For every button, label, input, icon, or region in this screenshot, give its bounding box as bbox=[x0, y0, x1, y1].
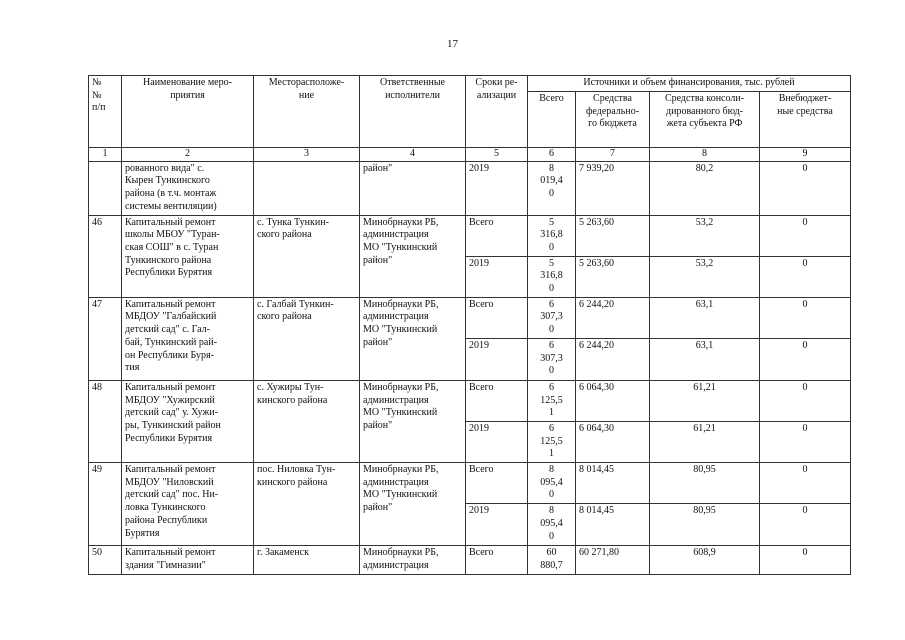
table-row bbox=[89, 297, 851, 338]
cell-period: 2019 bbox=[466, 338, 528, 380]
cell-total: 8 019,4 0 bbox=[528, 161, 576, 215]
cell-num bbox=[89, 161, 122, 215]
cell-extra: 0 bbox=[760, 297, 851, 338]
cell-name: Капитальный ремонт МБДОУ "Галбайский детский сад" с. Гал- бай, Тункинский рай- он Республики Буря- тия bbox=[122, 297, 254, 380]
cell-extra: 0 bbox=[760, 215, 851, 256]
table-row bbox=[89, 380, 851, 421]
cell-federal: 6 064,30 bbox=[576, 421, 650, 462]
cell-location: с. Хужиры Тун- кинского района bbox=[254, 380, 360, 462]
cell-consolidated: 608,9 bbox=[650, 546, 760, 574]
column-number: 1 bbox=[89, 148, 122, 162]
cell-location: с. Галбай Тункин- ского района bbox=[254, 297, 360, 380]
cell-total: 60 880,7 bbox=[528, 546, 576, 574]
table-row bbox=[89, 161, 851, 215]
column-number: 3 bbox=[254, 148, 360, 162]
table-body bbox=[89, 161, 851, 574]
cell-name: рованного вида" с. Кырен Тункинского района (в т.ч. монтаж системы вентиляции) bbox=[122, 161, 254, 215]
financing-table bbox=[88, 75, 851, 575]
cell-consolidated: 63,1 bbox=[650, 338, 760, 380]
cell-num: 49 bbox=[89, 463, 122, 546]
cell-total: 6 125,5 1 bbox=[528, 380, 576, 421]
table-header bbox=[89, 76, 851, 162]
cell-name: Капитальный ремонт МБДОУ "Ниловский детский сад" пос. Ни- ловка Тункинского района Республики Бурятия bbox=[122, 463, 254, 546]
cell-name: Капитальный ремонт школы МБОУ "Туран- ская СОШ" в с. Туран Тункинского района Республики Бурятия bbox=[122, 215, 254, 297]
cell-period: Всего bbox=[466, 380, 528, 421]
header-responsible: Ответственные исполнители bbox=[360, 76, 466, 148]
header-period: Сроки ре- ализации bbox=[466, 76, 528, 148]
cell-period: Всего bbox=[466, 546, 528, 574]
cell-responsible: район" bbox=[360, 161, 466, 215]
cell-responsible: Минобрнауки РБ, администрация bbox=[360, 546, 466, 574]
cell-consolidated: 80,2 bbox=[650, 161, 760, 215]
column-number: 6 bbox=[528, 148, 576, 162]
cell-total: 5 316,8 0 bbox=[528, 256, 576, 297]
cell-location: г. Закаменск bbox=[254, 546, 360, 574]
cell-period: 2019 bbox=[466, 161, 528, 215]
cell-extra: 0 bbox=[760, 546, 851, 574]
cell-total: 6 307,3 0 bbox=[528, 338, 576, 380]
cell-federal: 5 263,60 bbox=[576, 215, 650, 256]
cell-extra: 0 bbox=[760, 338, 851, 380]
cell-name: Капитальный ремонт МБДОУ "Хужирский детский сад" у. Хужи- ры, Тункинский район Республики Бурятия bbox=[122, 380, 254, 462]
cell-location: с. Тунка Тункин- ского района bbox=[254, 215, 360, 297]
column-number: 2 bbox=[122, 148, 254, 162]
cell-location: пос. Ниловка Тун- кинского района bbox=[254, 463, 360, 546]
cell-consolidated: 80,95 bbox=[650, 463, 760, 504]
column-numbers-row bbox=[89, 148, 851, 162]
header-name: Наименование меро- приятия bbox=[122, 76, 254, 148]
column-number: 8 bbox=[650, 148, 760, 162]
cell-responsible: Минобрнауки РБ, администрация МО "Тункинский район" bbox=[360, 463, 466, 546]
header-total: Всего bbox=[528, 92, 576, 148]
cell-total: 5 316,8 0 bbox=[528, 215, 576, 256]
cell-consolidated: 63,1 bbox=[650, 297, 760, 338]
cell-total: 8 095,4 0 bbox=[528, 463, 576, 504]
cell-period: 2019 bbox=[466, 256, 528, 297]
cell-extra: 0 bbox=[760, 504, 851, 546]
cell-federal: 8 014,45 bbox=[576, 463, 650, 504]
cell-consolidated: 61,21 bbox=[650, 421, 760, 462]
header-sources: Источники и объем финансирования, тыс. рублей bbox=[528, 76, 851, 92]
cell-total: 6 125,5 1 bbox=[528, 421, 576, 462]
table-row bbox=[89, 463, 851, 504]
column-number: 7 bbox=[576, 148, 650, 162]
cell-period: Всего bbox=[466, 297, 528, 338]
header-extra: Внебюджет- ные средства bbox=[760, 92, 851, 148]
cell-responsible: Минобрнауки РБ, администрация МО "Тункинский район" bbox=[360, 297, 466, 380]
cell-num: 47 bbox=[89, 297, 122, 380]
page-number: 17 bbox=[447, 38, 458, 50]
column-number: 4 bbox=[360, 148, 466, 162]
cell-federal: 6 244,20 bbox=[576, 297, 650, 338]
header-federal: Средства федерально- го бюджета bbox=[576, 92, 650, 148]
cell-period: Всего bbox=[466, 215, 528, 256]
cell-location bbox=[254, 161, 360, 215]
cell-federal: 6 064,30 bbox=[576, 380, 650, 421]
cell-extra: 0 bbox=[760, 421, 851, 462]
cell-consolidated: 53,2 bbox=[650, 215, 760, 256]
cell-total: 6 307,3 0 bbox=[528, 297, 576, 338]
cell-name: Капитальный ремонт здания "Гимназии" bbox=[122, 546, 254, 574]
cell-total: 8 095,4 0 bbox=[528, 504, 576, 546]
cell-federal: 8 014,45 bbox=[576, 504, 650, 546]
cell-consolidated: 61,21 bbox=[650, 380, 760, 421]
cell-period: 2019 bbox=[466, 504, 528, 546]
table-row bbox=[89, 546, 851, 574]
cell-federal: 5 263,60 bbox=[576, 256, 650, 297]
cell-consolidated: 80,95 bbox=[650, 504, 760, 546]
cell-num: 48 bbox=[89, 380, 122, 462]
cell-num: 46 bbox=[89, 215, 122, 297]
column-number: 9 bbox=[760, 148, 851, 162]
cell-federal: 7 939,20 bbox=[576, 161, 650, 215]
cell-num: 50 bbox=[89, 546, 122, 574]
cell-extra: 0 bbox=[760, 161, 851, 215]
cell-responsible: Минобрнауки РБ, администрация МО "Тункинский район" bbox=[360, 380, 466, 462]
cell-extra: 0 bbox=[760, 463, 851, 504]
header-num: № № п/п bbox=[89, 76, 122, 148]
table-row bbox=[89, 215, 851, 256]
header-location: Месторасположе- ние bbox=[254, 76, 360, 148]
cell-consolidated: 53,2 bbox=[650, 256, 760, 297]
cell-federal: 60 271,80 bbox=[576, 546, 650, 574]
header-consolidated: Средства консоли- дированного бюд- жета субъекта РФ bbox=[650, 92, 760, 148]
cell-responsible: Минобрнауки РБ, администрация МО "Тункинский район" bbox=[360, 215, 466, 297]
cell-extra: 0 bbox=[760, 256, 851, 297]
cell-extra: 0 bbox=[760, 380, 851, 421]
cell-period: 2019 bbox=[466, 421, 528, 462]
cell-federal: 6 244,20 bbox=[576, 338, 650, 380]
column-number: 5 bbox=[466, 148, 528, 162]
cell-period: Всего bbox=[466, 463, 528, 504]
